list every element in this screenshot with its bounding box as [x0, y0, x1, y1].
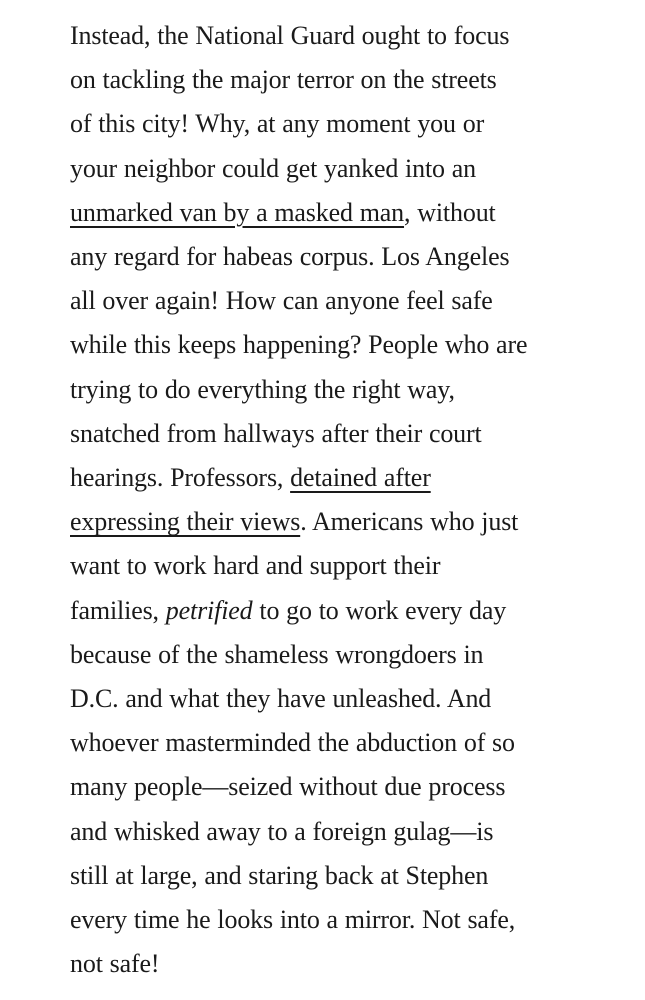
emphasized-text: petrified [165, 595, 253, 625]
text-segment: because of the shameless wrongdoers in [70, 639, 484, 669]
text-segment: . Americans who just [300, 507, 519, 537]
inline-link[interactable]: detained after [290, 463, 431, 493]
text-segment: your neighbor could get yanked into an [70, 153, 476, 183]
text-segment: still at large, and staring back at Stephen [70, 860, 489, 890]
text-segment: hearings. Professors, [70, 463, 291, 493]
text-segment: D.C. and what they have unleashed. And [70, 684, 492, 714]
text-segment: , without [404, 197, 496, 227]
paragraph-line [70, 942, 630, 986]
paragraph-line [70, 14, 630, 58]
text-segment: to go to work every day [252, 595, 507, 625]
text-segment: not safe! [70, 949, 160, 979]
paragraph-line [70, 589, 630, 633]
text-segment: Instead, the National Guard ought to focus [70, 21, 510, 50]
paragraph-line [70, 147, 630, 191]
paragraph-line [70, 58, 630, 102]
paragraph-line [70, 810, 630, 854]
paragraph-line [70, 765, 630, 809]
paragraph-line [70, 677, 630, 721]
text-segment: many people—seized without due process [70, 772, 506, 802]
paragraph-line [70, 102, 630, 146]
inline-link[interactable]: expressing their views [70, 507, 301, 537]
text-segment: all over again! How can anyone feel safe [70, 286, 493, 316]
paragraph-line [70, 500, 630, 544]
text-segment: on tackling the major terror on the streets [70, 65, 497, 95]
paragraph-line [70, 633, 630, 677]
paragraph-line [70, 368, 630, 412]
text-segment: while this keeps happening? People who are [70, 330, 528, 360]
paragraph-line [70, 721, 630, 765]
paragraph-line [70, 854, 630, 898]
paragraph-line [70, 235, 630, 279]
paragraph-line [70, 323, 630, 367]
text-segment: want to work hard and support their [70, 551, 441, 581]
inline-link[interactable]: unmarked van by a masked man [70, 197, 405, 227]
text-segment: families, [70, 595, 166, 625]
text-segment: and whisked away to a foreign gulag—is [70, 816, 494, 846]
paragraph-line [70, 279, 630, 323]
article-paragraph [70, 14, 630, 986]
paragraph-line [70, 191, 630, 235]
text-segment: every time he looks into a mirror. Not safe, [70, 905, 516, 935]
paragraph-line [70, 898, 630, 942]
paragraph-line [70, 412, 630, 456]
text-segment: whoever masterminded the abduction of so [70, 728, 515, 758]
text-segment: of this city! Why, at any moment you or [70, 109, 485, 139]
text-segment: any regard for habeas corpus. Los Angeles [70, 242, 510, 272]
paragraph-line [70, 544, 630, 588]
paragraph-line [70, 456, 630, 500]
text-segment: trying to do everything the right way, [70, 374, 455, 404]
text-segment: snatched from hallways after their court [70, 418, 482, 448]
